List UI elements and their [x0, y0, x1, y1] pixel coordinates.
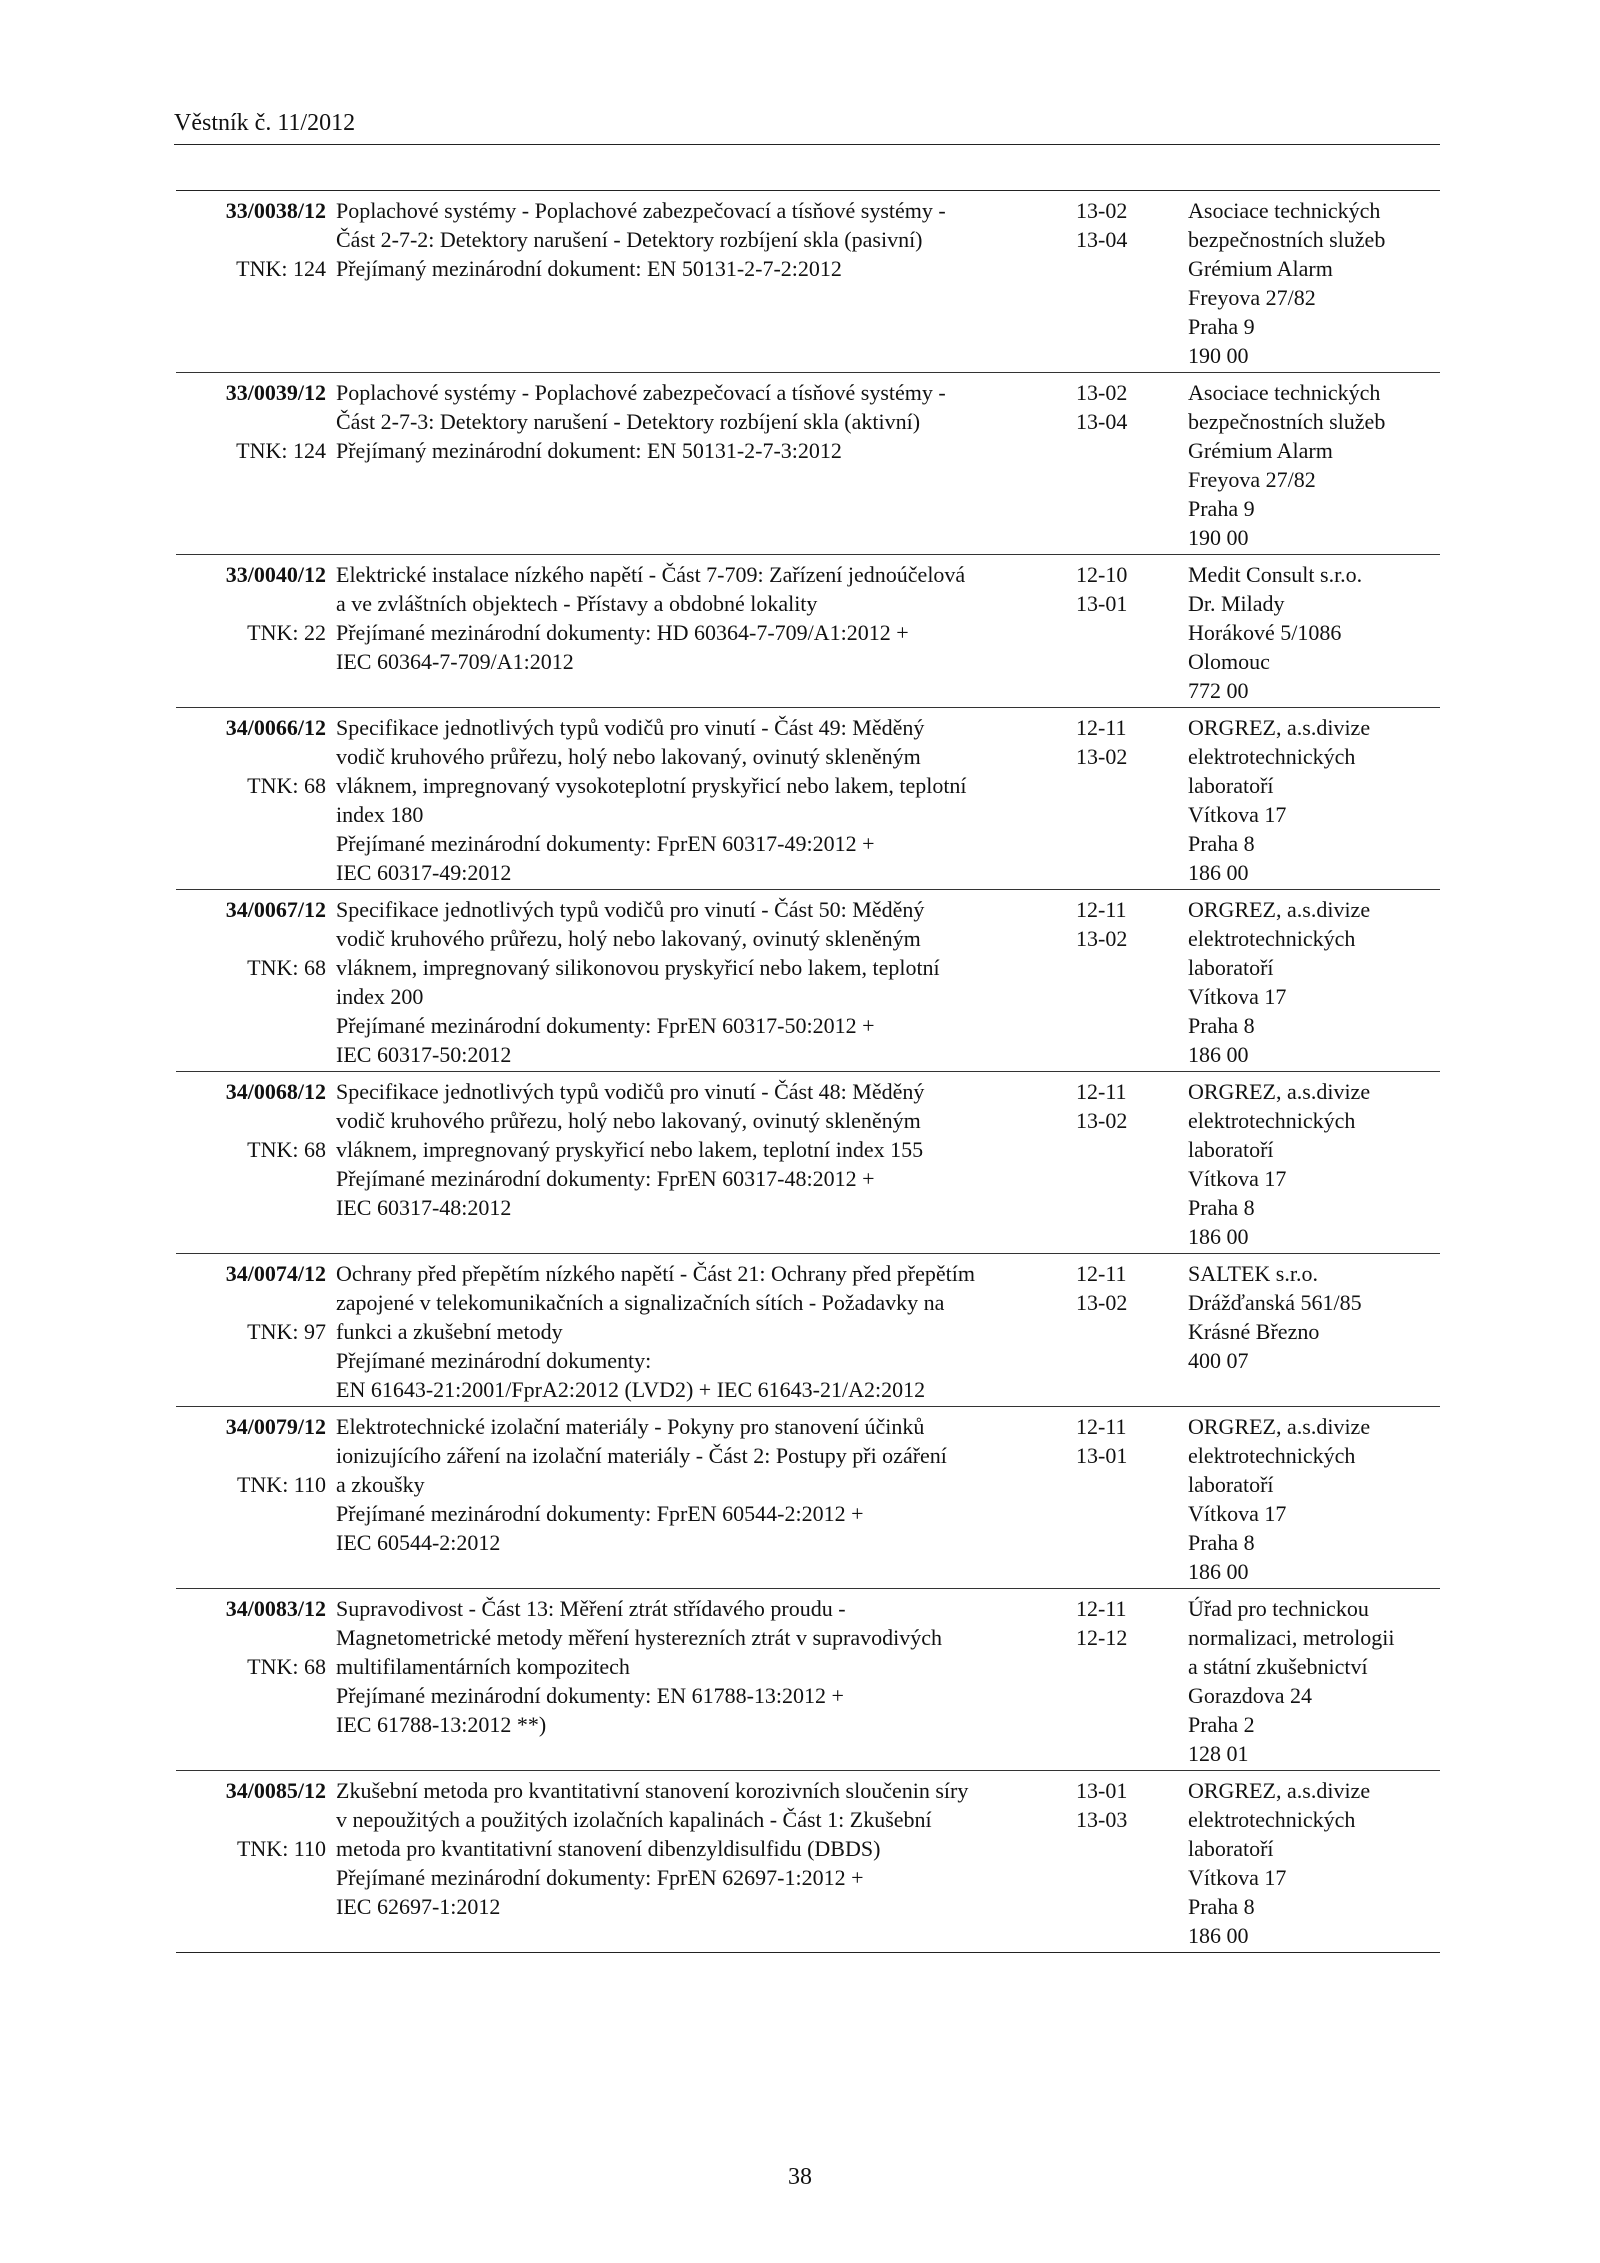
- address-line: Praha 9: [1188, 314, 1255, 339]
- address-line: Dr. Milady: [1188, 591, 1285, 616]
- standard-number: 34/0066/12: [225, 715, 326, 740]
- address-line: Gorazdova 24: [1188, 1683, 1313, 1708]
- date-code: 12-10: [1076, 562, 1128, 587]
- address-line: Praha 9: [1188, 496, 1255, 521]
- journal-title: Věstník č. 11/2012: [174, 110, 356, 136]
- standard-title-cell: [336, 1077, 1063, 1251]
- address-line: laboratoří: [1188, 1137, 1274, 1162]
- table-row: [176, 1406, 1440, 1588]
- address-line: Grémium Alarm: [1188, 256, 1333, 281]
- title-line: EN 61643-21:2001/FprA2:2012 (LVD2) + IEC 61643-21/A2:2012: [336, 1377, 926, 1402]
- title-line: Specifikace jednotlivých typů vodičů pro vinutí - Část 50: Měděný: [336, 897, 925, 922]
- title-line: Přejímané mezinárodní dokumenty: FprEN 60317-48:2012 +: [336, 1166, 875, 1191]
- date-codes-cell: [1076, 713, 1188, 887]
- standard-number: 33/0038/12: [225, 198, 326, 223]
- title-line: vláknem, impregnovaný pryskyřicí nebo lakem, teplotní index 155: [336, 1137, 924, 1162]
- address-line: 190 00: [1188, 525, 1249, 550]
- table-row: [176, 554, 1440, 707]
- date-code: 13-02: [1076, 1290, 1128, 1315]
- address-line: ORGREZ, a.s.divize: [1188, 715, 1371, 740]
- title-line: funkci a zkušební metody: [336, 1319, 563, 1344]
- page-header: [174, 108, 1440, 145]
- tnk-code: TNK: 68: [247, 1137, 326, 1162]
- date-codes-cell: [1076, 1077, 1188, 1251]
- address-line: a státní zkušebnictví: [1188, 1654, 1368, 1679]
- title-line: Poplachové systémy - Poplachové zabezpečovací a tísňové systémy -: [336, 380, 946, 405]
- tnk-code: TNK: 110: [236, 1836, 326, 1861]
- address-line: Vítkova 17: [1188, 1865, 1287, 1890]
- title-line: Specifikace jednotlivých typů vodičů pro vinutí - Část 49: Měděný: [336, 715, 925, 740]
- title-line: Přejímaný mezinárodní dokument: EN 50131-2-7-2:2012: [336, 256, 842, 281]
- standard-title-cell: [336, 1594, 1063, 1768]
- address-line: Praha 8: [1188, 1013, 1255, 1038]
- standard-title-cell: [336, 713, 1063, 887]
- address-line: Praha 8: [1188, 1195, 1255, 1220]
- title-line: IEC 61788-13:2012 **): [336, 1712, 547, 1737]
- address-line: Vítkova 17: [1188, 1501, 1287, 1526]
- title-line: Poplachové systémy - Poplachové zabezpečovací a tísňové systémy -: [336, 198, 946, 223]
- table-row: [176, 1770, 1440, 1952]
- title-line: vláknem, impregnovaný vysokoteplotní pryskyřicí nebo lakem, teplotní: [336, 773, 967, 798]
- date-codes-cell: [1076, 1412, 1188, 1586]
- title-line: IEC 60317-49:2012: [336, 860, 512, 885]
- title-line: metoda pro kvantitativní stanovení dibenzyldisulfidu (DBDS): [336, 1836, 881, 1861]
- title-line: Přejímané mezinárodní dokumenty: EN 61788-13:2012 +: [336, 1683, 844, 1708]
- title-line: IEC 60364-7-709/A1:2012: [336, 649, 574, 674]
- standard-number: 34/0067/12: [225, 897, 326, 922]
- address-line: Drážďanská 561/85: [1188, 1290, 1362, 1315]
- title-line: Přejímané mezinárodní dokumenty: HD 60364-7-709/A1:2012 +: [336, 620, 909, 645]
- address-line: 186 00: [1188, 860, 1249, 885]
- title-line: Ochrany před přepětím nízkého napětí - Část 21: Ochrany před přepětím: [336, 1261, 975, 1286]
- standard-title-cell: [336, 895, 1063, 1069]
- title-line: Část 2-7-2: Detektory narušení - Detektory rozbíjení skla (pasivní): [336, 227, 923, 252]
- address-line: Freyova 27/82: [1188, 467, 1316, 492]
- standard-number: 34/0074/12: [225, 1261, 326, 1286]
- address-line: Olomouc: [1188, 649, 1270, 674]
- tnk-code: TNK: 124: [236, 438, 326, 463]
- title-line: IEC 60317-50:2012: [336, 1042, 512, 1067]
- processor-address-cell: [1188, 1259, 1440, 1404]
- title-line: vodič kruhového průřezu, holý nebo lakovaný, ovinutý skleněným: [336, 926, 921, 951]
- date-code: 13-02: [1076, 198, 1128, 223]
- tnk-code: TNK: 68: [247, 773, 326, 798]
- address-line: bezpečnostních služeb: [1188, 409, 1386, 434]
- date-codes-cell: [1076, 378, 1188, 552]
- table-row: [176, 1071, 1440, 1253]
- address-line: laboratoří: [1188, 955, 1274, 980]
- title-line: Přejímaný mezinárodní dokument: EN 50131-2-7-3:2012: [336, 438, 842, 463]
- standards-table: [176, 190, 1440, 1953]
- page-number: 38: [788, 2164, 812, 2190]
- date-code: 12-11: [1076, 1261, 1127, 1286]
- address-line: Vítkova 17: [1188, 1166, 1287, 1191]
- standard-number: 34/0083/12: [225, 1596, 326, 1621]
- address-line: 772 00: [1188, 678, 1249, 703]
- processor-address-cell: [1188, 560, 1440, 705]
- date-codes-cell: [1076, 895, 1188, 1069]
- date-code: 13-04: [1076, 409, 1128, 434]
- date-code: 13-02: [1076, 380, 1128, 405]
- address-line: 186 00: [1188, 1559, 1249, 1584]
- address-line: Grémium Alarm: [1188, 438, 1333, 463]
- tnk-code: TNK: 68: [247, 955, 326, 980]
- address-line: Vítkova 17: [1188, 802, 1287, 827]
- title-line: Část 2-7-3: Detektory narušení - Detektory rozbíjení skla (aktivní): [336, 409, 921, 434]
- processor-address-cell: [1188, 1077, 1440, 1251]
- tnk-code: TNK: 124: [236, 256, 326, 281]
- address-line: elektrotechnických: [1188, 1108, 1356, 1133]
- title-line: Přejímané mezinárodní dokumenty: FprEN 62697-1:2012 +: [336, 1865, 864, 1890]
- address-line: laboratoří: [1188, 773, 1274, 798]
- address-line: Asociace technických: [1188, 380, 1381, 405]
- processor-address-cell: [1188, 713, 1440, 887]
- address-line: ORGREZ, a.s.divize: [1188, 897, 1371, 922]
- title-line: v nepoužitých a použitých izolačních kapalinách - Část 1: Zkušební: [336, 1807, 932, 1832]
- tnk-code: TNK: 97: [247, 1319, 326, 1344]
- address-line: ORGREZ, a.s.divize: [1188, 1414, 1371, 1439]
- address-line: Praha 8: [1188, 1530, 1255, 1555]
- address-line: 128 01: [1188, 1741, 1249, 1766]
- table-row: [176, 372, 1440, 554]
- title-line: index 180: [336, 802, 424, 827]
- entry-id-cell: [176, 713, 326, 887]
- standard-title-cell: [336, 196, 1063, 370]
- date-code: 13-03: [1076, 1807, 1128, 1832]
- date-codes-cell: [1076, 1259, 1188, 1404]
- title-line: Zkušební metoda pro kvantitativní stanovení korozivních sloučenin síry: [336, 1778, 969, 1803]
- page-footer: [0, 2164, 1600, 2191]
- processor-address-cell: [1188, 1594, 1440, 1768]
- date-codes-cell: [1076, 196, 1188, 370]
- processor-address-cell: [1188, 1776, 1440, 1950]
- address-line: Úřad pro technickou: [1188, 1596, 1369, 1621]
- address-line: Praha 2: [1188, 1712, 1255, 1737]
- date-code: 12-11: [1076, 897, 1127, 922]
- date-code: 12-11: [1076, 1596, 1127, 1621]
- processor-address-cell: [1188, 895, 1440, 1069]
- address-line: Horákové 5/1086: [1188, 620, 1342, 645]
- table-row: [176, 191, 1440, 372]
- title-line: a zkoušky: [336, 1472, 425, 1497]
- date-code: 12-12: [1076, 1625, 1128, 1650]
- title-line: vodič kruhového průřezu, holý nebo lakovaný, ovinutý skleněným: [336, 744, 921, 769]
- address-line: 186 00: [1188, 1042, 1249, 1067]
- title-line: Přejímané mezinárodní dokumenty: FprEN 60317-50:2012 +: [336, 1013, 875, 1038]
- date-code: 12-11: [1076, 1414, 1127, 1439]
- title-line: Přejímané mezinárodní dokumenty: FprEN 60544-2:2012 +: [336, 1501, 864, 1526]
- processor-address-cell: [1188, 1412, 1440, 1586]
- date-code: 13-02: [1076, 744, 1128, 769]
- address-line: elektrotechnických: [1188, 1443, 1356, 1468]
- title-line: ionizujícího záření na izolační materiály - Část 2: Postupy při ozáření: [336, 1443, 947, 1468]
- address-line: elektrotechnických: [1188, 744, 1356, 769]
- address-line: ORGREZ, a.s.divize: [1188, 1778, 1371, 1803]
- date-code: 13-01: [1076, 1778, 1128, 1803]
- title-line: vodič kruhového průřezu, holý nebo lakovaný, ovinutý skleněným: [336, 1108, 921, 1133]
- date-codes-cell: [1076, 1594, 1188, 1768]
- address-line: Freyova 27/82: [1188, 285, 1316, 310]
- entry-id-cell: [176, 1412, 326, 1586]
- title-line: IEC 60544-2:2012: [336, 1530, 501, 1555]
- address-line: SALTEK s.r.o.: [1188, 1261, 1318, 1286]
- table-row: [176, 1588, 1440, 1770]
- title-line: IEC 62697-1:2012: [336, 1894, 501, 1919]
- standard-number: 34/0085/12: [225, 1778, 326, 1803]
- title-line: vláknem, impregnovaný silikonovou pryskyřicí nebo lakem, teplotní: [336, 955, 940, 980]
- date-code: 12-11: [1076, 1079, 1127, 1104]
- processor-address-cell: [1188, 378, 1440, 552]
- address-line: 186 00: [1188, 1923, 1249, 1948]
- title-line: a ve zvláštních objektech - Přístavy a obdobné lokality: [336, 591, 818, 616]
- address-line: 186 00: [1188, 1224, 1249, 1249]
- date-code: 13-01: [1076, 1443, 1128, 1468]
- title-line: index 200: [336, 984, 424, 1009]
- address-line: Praha 8: [1188, 831, 1255, 856]
- title-line: Magnetometrické metody měření hysterezních ztrát v supravodivých: [336, 1625, 943, 1650]
- address-line: 400 07: [1188, 1348, 1249, 1373]
- tnk-code: TNK: 110: [236, 1472, 326, 1497]
- tnk-code: TNK: 68: [247, 1654, 326, 1679]
- date-codes-cell: [1076, 1776, 1188, 1950]
- entry-id-cell: [176, 1776, 326, 1950]
- title-line: Přejímané mezinárodní dokumenty:: [336, 1348, 652, 1373]
- title-line: zapojené v telekomunikačních a signalizačních sítích - Požadavky na: [336, 1290, 945, 1315]
- title-line: multifilamentárních kompozitech: [336, 1654, 630, 1679]
- table-row: [176, 1253, 1440, 1406]
- address-line: ORGREZ, a.s.divize: [1188, 1079, 1371, 1104]
- standard-number: 33/0039/12: [225, 380, 326, 405]
- address-line: normalizaci, metrologii: [1188, 1625, 1395, 1650]
- standard-title-cell: [336, 1259, 1063, 1404]
- address-line: elektrotechnických: [1188, 1807, 1356, 1832]
- standard-title-cell: [336, 1412, 1063, 1586]
- standard-title-cell: [336, 560, 1063, 705]
- table-row: [176, 707, 1440, 889]
- standard-number: 33/0040/12: [225, 562, 326, 587]
- address-line: Vítkova 17: [1188, 984, 1287, 1009]
- title-line: IEC 60317-48:2012: [336, 1195, 512, 1220]
- standard-title-cell: [336, 1776, 1063, 1950]
- entry-id-cell: [176, 560, 326, 705]
- address-line: laboratoří: [1188, 1836, 1274, 1861]
- entry-id-cell: [176, 196, 326, 370]
- tnk-code: TNK: 22: [247, 620, 326, 645]
- address-line: elektrotechnických: [1188, 926, 1356, 951]
- address-line: 190 00: [1188, 343, 1249, 368]
- address-line: laboratoří: [1188, 1472, 1274, 1497]
- address-line: Krásné Březno: [1188, 1319, 1320, 1344]
- date-code: 13-02: [1076, 1108, 1128, 1133]
- entry-id-cell: [176, 378, 326, 552]
- date-codes-cell: [1076, 560, 1188, 705]
- address-line: bezpečnostních služeb: [1188, 227, 1386, 252]
- table-row: [176, 889, 1440, 1071]
- date-code: 13-04: [1076, 227, 1128, 252]
- entry-id-cell: [176, 1077, 326, 1251]
- title-line: Přejímané mezinárodní dokumenty: FprEN 60317-49:2012 +: [336, 831, 875, 856]
- entry-id-cell: [176, 895, 326, 1069]
- entry-id-cell: [176, 1594, 326, 1768]
- standard-title-cell: [336, 378, 1063, 552]
- processor-address-cell: [1188, 196, 1440, 370]
- address-line: Medit Consult s.r.o.: [1188, 562, 1363, 587]
- date-code: 13-01: [1076, 591, 1128, 616]
- title-line: Elektrické instalace nízkého napětí - Část 7-709: Zařízení jednoúčelová: [336, 562, 966, 587]
- entry-id-cell: [176, 1259, 326, 1404]
- address-line: Praha 8: [1188, 1894, 1255, 1919]
- date-code: 13-02: [1076, 926, 1128, 951]
- address-line: Asociace technických: [1188, 198, 1381, 223]
- standard-number: 34/0079/12: [225, 1414, 326, 1439]
- date-code: 12-11: [1076, 715, 1127, 740]
- title-line: Supravodivost - Část 13: Měření ztrát střídavého proudu -: [336, 1596, 846, 1621]
- title-line: Elektrotechnické izolační materiály - Pokyny pro stanovení účinků: [336, 1414, 925, 1439]
- title-line: Specifikace jednotlivých typů vodičů pro vinutí - Část 48: Měděný: [336, 1079, 925, 1104]
- standard-number: 34/0068/12: [225, 1079, 326, 1104]
